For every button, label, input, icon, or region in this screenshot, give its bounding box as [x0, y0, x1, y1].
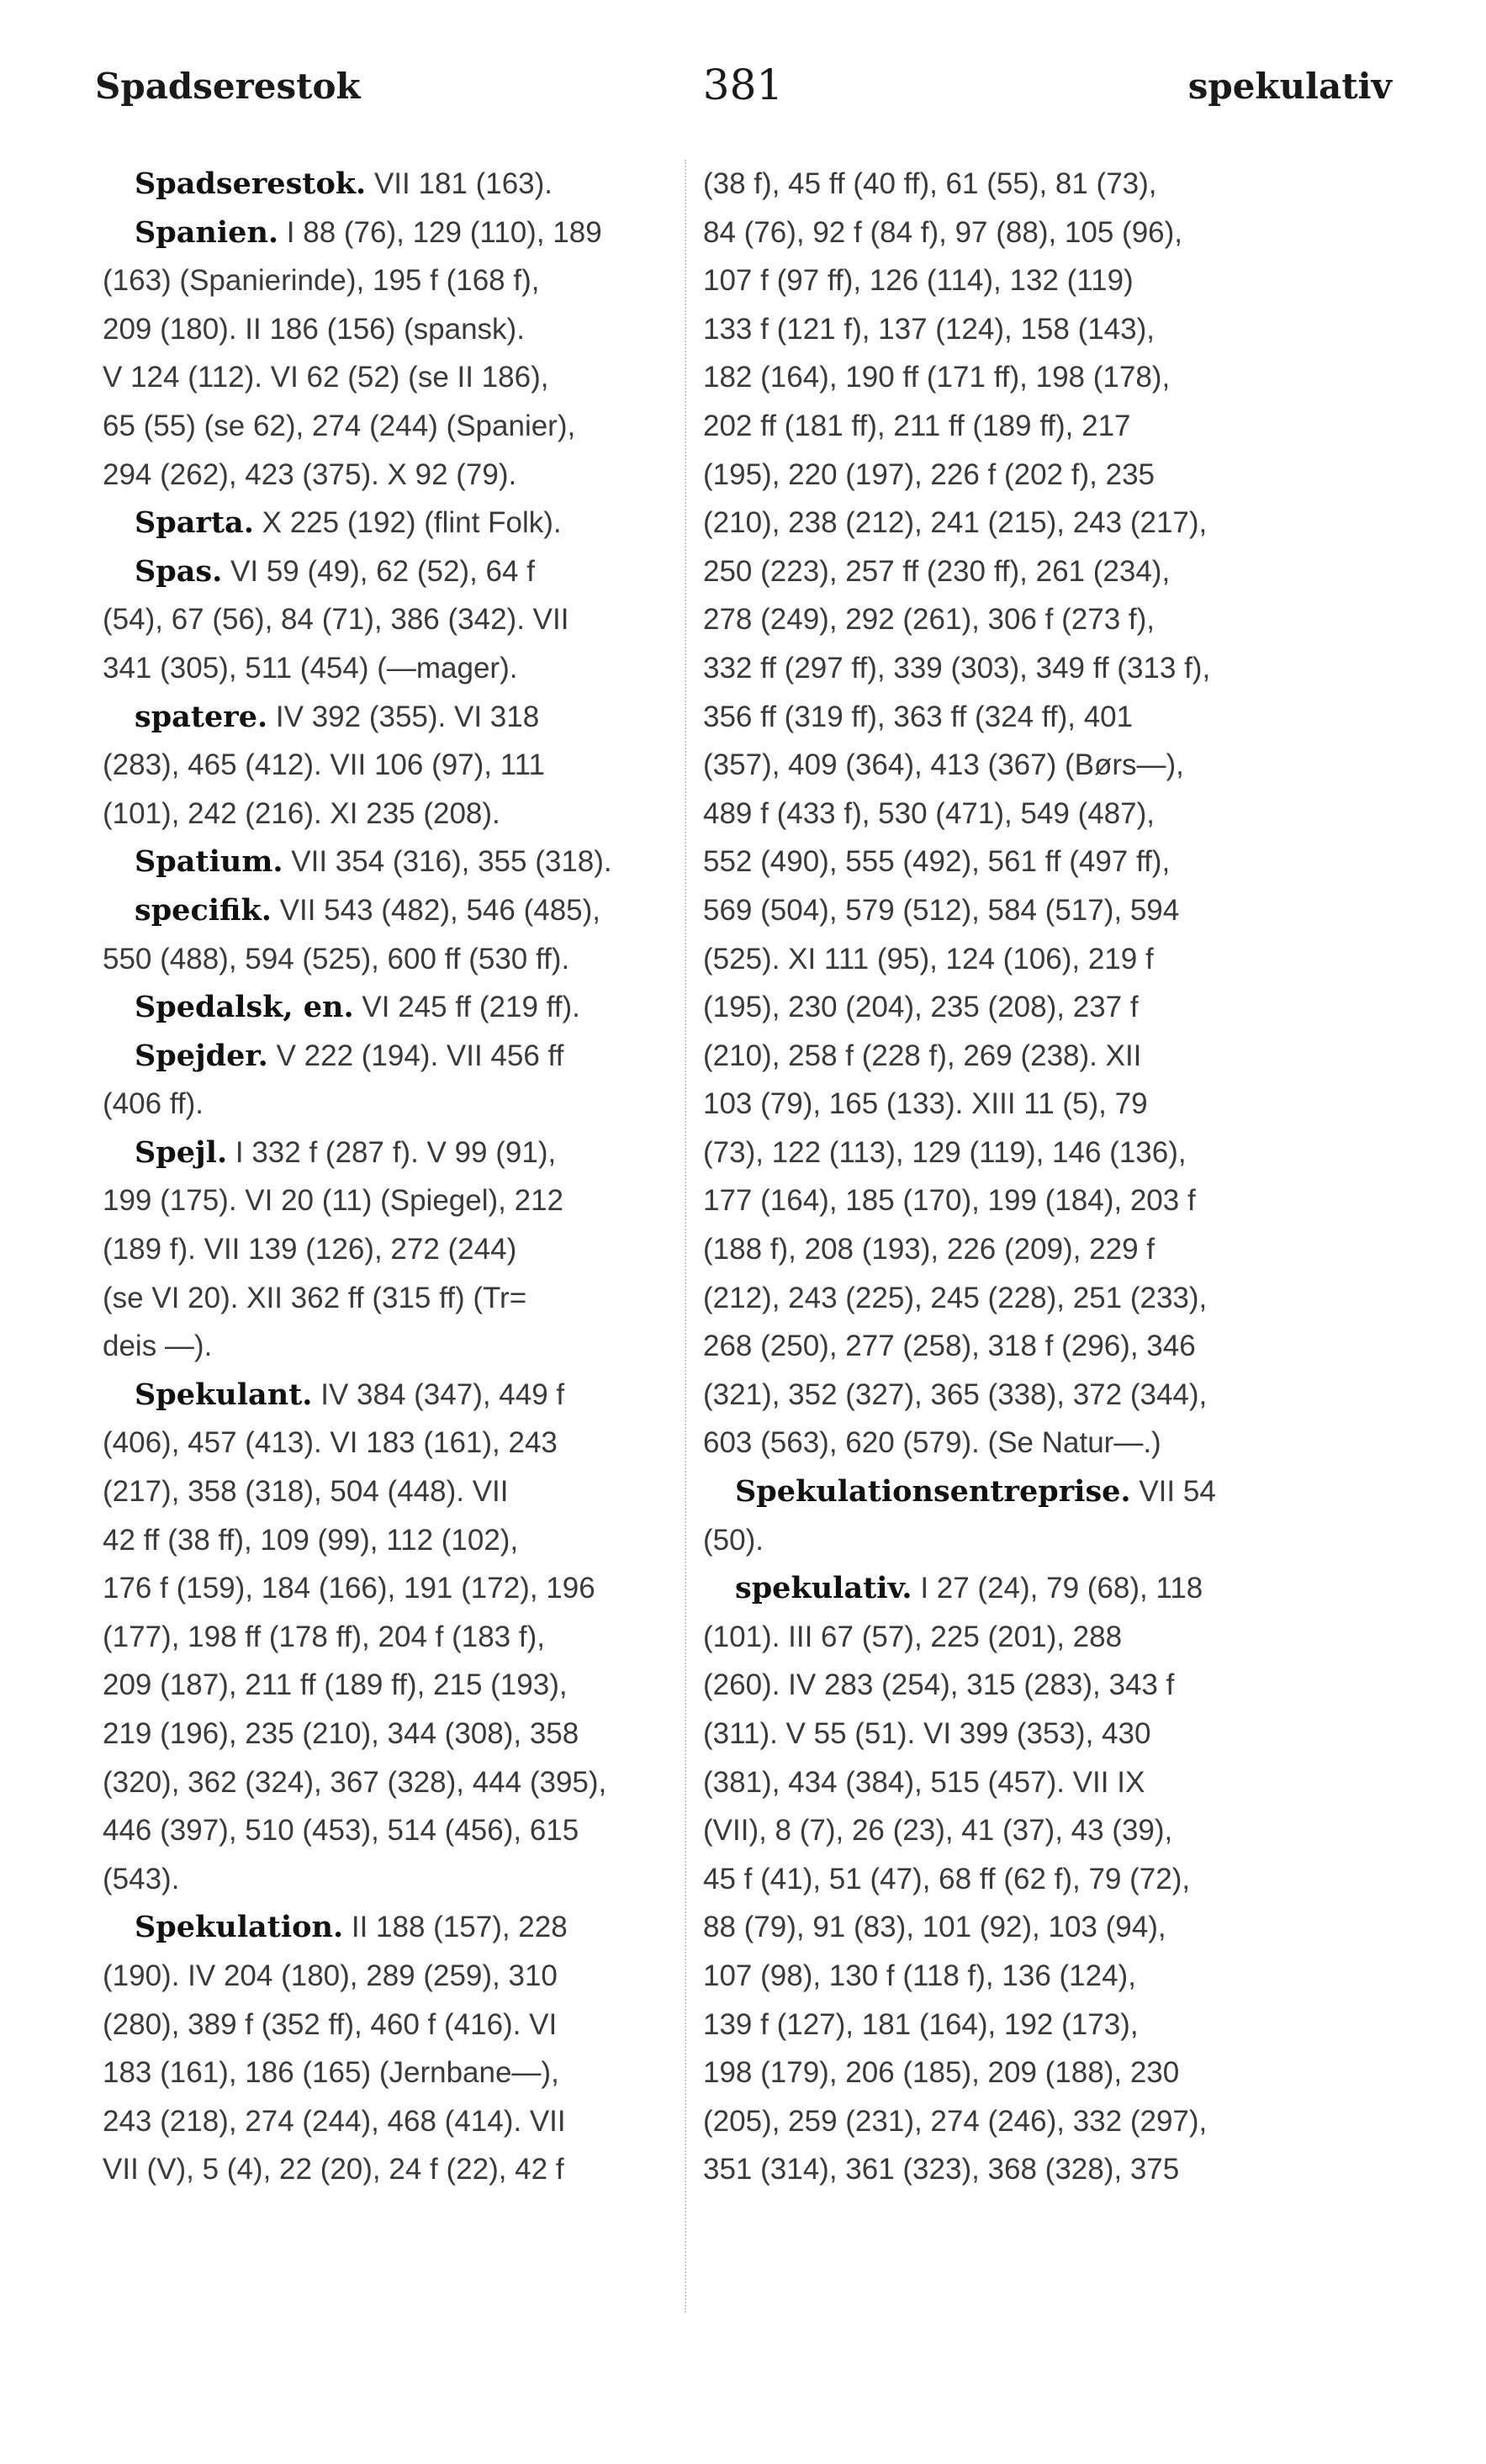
index-headword: Spekulant. [135, 1377, 313, 1412]
index-references: 209 (187), 211 ff (189 ff), 215 (193), [103, 1668, 568, 1702]
index-references: VII 181 (163). [366, 167, 553, 200]
index-references: 356 ff (319 ff), 363 ff (324 ff), 401 [703, 700, 1134, 733]
index-line [103, 353, 708, 402]
index-references: I 332 f (287 f). V 99 (91), [227, 1135, 557, 1169]
index-line [103, 693, 708, 742]
index-line [703, 1806, 1309, 1855]
index-line [703, 644, 1309, 693]
index-line [103, 2145, 708, 2194]
index-references: X 225 (192) (flint Folk). [253, 506, 562, 540]
index-line [103, 1661, 708, 1710]
index-line [103, 790, 708, 838]
index-references: 139 f (127), 181 (164), 192 (173), [703, 2007, 1139, 2041]
index-line [103, 1613, 708, 1662]
index-line [703, 209, 1309, 257]
index-references: 103 (79), 165 (133). XIII 11 (5), 79 [703, 1087, 1148, 1121]
index-references: (se VI 20). XII 362 ff (315 ff) (Tr= [103, 1281, 527, 1314]
index-line [103, 1322, 708, 1371]
left-column [103, 160, 708, 2194]
right-column [703, 160, 1309, 2194]
index-line [703, 160, 1309, 209]
index-line [103, 1419, 708, 1467]
index-references: 198 (179), 206 (185), 209 (188), 230 [703, 2056, 1180, 2090]
index-line [103, 886, 708, 935]
index-line [103, 935, 708, 984]
index-headword: Spas. [135, 553, 223, 589]
index-references: (357), 409 (364), 413 (367) (Børs—), [703, 748, 1184, 782]
index-line [703, 1032, 1309, 1081]
index-line [103, 2001, 708, 2049]
index-references: 107 (98), 130 f (118 f), 136 (124), [703, 1959, 1136, 1992]
index-references: (188 f), 208 (193), 226 (209), 229 f [703, 1233, 1155, 1266]
index-references: (280), 389 f (352 ff), 460 f (416). VI [103, 2007, 558, 2041]
index-line [103, 1080, 708, 1129]
index-headword: spekulativ. [735, 1571, 912, 1606]
index-headword: Spanien. [135, 214, 279, 250]
index-line [703, 256, 1309, 305]
index-references: 107 f (97 ff), 126 (114), 132 (119) [703, 264, 1134, 298]
index-references: (38 f), 45 ff (40 ff), 61 (55), 81 (73), [703, 167, 1157, 200]
index-line [703, 451, 1309, 500]
index-references: 552 (490), 555 (492), 561 ff (497 ff), [703, 845, 1171, 879]
index-references: deis —). [103, 1330, 213, 1363]
index-references: 332 ff (297 ff), 339 (303), 349 ff (313 f), [703, 651, 1211, 685]
index-line [103, 1806, 708, 1855]
index-line [703, 838, 1309, 886]
index-references: (177), 198 ff (178 ff), 204 f (183 f), [103, 1620, 545, 1653]
index-line [103, 1467, 708, 1516]
index-references: VII (V), 5 (4), 22 (20), 24 f (22), 42 f [103, 2153, 564, 2186]
index-line [103, 1032, 708, 1081]
index-headword: Spejder. [135, 1038, 268, 1073]
index-references: (210), 258 f (228 f), 269 (238). XII [703, 1039, 1142, 1072]
index-references: 603 (563), 620 (579). (Se Natur—.) [703, 1426, 1161, 1460]
index-line [103, 1710, 708, 1758]
index-references: 569 (504), 579 (512), 584 (517), 594 [703, 893, 1180, 927]
index-line [703, 1274, 1309, 1323]
index-references: (381), 434 (384), 515 (457). VII IX [703, 1765, 1145, 1799]
index-line [103, 402, 708, 451]
index-headword: Spatium. [135, 844, 283, 880]
index-line [703, 1419, 1309, 1467]
index-headword: Spejl. [135, 1134, 228, 1170]
index-line [703, 693, 1309, 742]
index-line [703, 305, 1309, 354]
index-references: (543). [103, 1862, 180, 1896]
index-references: 209 (180). II 186 (156) (spansk). [103, 312, 525, 346]
running-head-left: Spadserestok [95, 66, 361, 107]
index-references: (311). V 55 (51). VI 399 (353), 430 [703, 1717, 1151, 1750]
index-references: 65 (55) (se 62), 274 (244) (Spanier), [103, 409, 576, 442]
index-line [103, 160, 708, 209]
index-line [103, 1516, 708, 1565]
index-line [703, 1564, 1309, 1613]
index-headword: Spekulationsentreprise. [735, 1474, 1131, 1510]
index-line [703, 790, 1309, 838]
index-references: 550 (488), 594 (525), 600 ff (530 ff). [103, 942, 570, 976]
index-line [703, 1371, 1309, 1420]
index-references: VI 59 (49), 62 (52), 64 f [222, 554, 535, 588]
index-line [103, 595, 708, 644]
index-line [103, 1758, 708, 1807]
index-references: (54), 67 (56), 84 (71), 386 (342). VII [103, 603, 569, 637]
index-headword: specifik. [135, 892, 272, 928]
index-references: (73), 122 (113), 129 (119), 146 (136), [703, 1135, 1187, 1169]
index-line [703, 547, 1309, 596]
index-references: IV 392 (355). VI 318 [267, 700, 540, 733]
index-line [103, 1564, 708, 1613]
index-line [703, 1952, 1309, 2001]
index-line [103, 1371, 708, 1420]
index-line [103, 644, 708, 693]
index-references: I 27 (24), 79 (68), 118 [912, 1572, 1203, 1605]
index-references: (189 f). VII 139 (126), 272 (244) [103, 1233, 517, 1266]
index-references: 42 ff (38 ff), 109 (99), 112 (102), [103, 1523, 519, 1557]
index-line [103, 256, 708, 305]
index-line [703, 983, 1309, 1032]
index-references: (320), 362 (324), 367 (328), 444 (395), [103, 1765, 607, 1799]
index-line [103, 1903, 708, 1952]
column-divider [685, 160, 686, 2313]
index-line [703, 741, 1309, 790]
index-references: 177 (164), 185 (170), 199 (184), 203 f [703, 1184, 1196, 1218]
index-line [703, 1710, 1309, 1758]
index-references: 446 (397), 510 (453), 514 (456), 615 [103, 1814, 579, 1848]
index-references: (190). IV 204 (180), 289 (259), 310 [103, 1959, 558, 1992]
index-line [703, 402, 1309, 451]
index-references: I 88 (76), 129 (110), 189 [278, 215, 602, 249]
index-line [103, 209, 708, 257]
index-references: 199 (175). VI 20 (11) (Spiegel), 212 [103, 1184, 564, 1218]
index-line [703, 595, 1309, 644]
index-line [103, 1274, 708, 1323]
index-line [703, 935, 1309, 984]
index-line [103, 741, 708, 790]
running-head-right: spekulativ [1187, 66, 1392, 107]
index-references: 133 f (121 f), 137 (124), 158 (143), [703, 312, 1155, 346]
index-references: 219 (196), 235 (210), 344 (308), 358 [103, 1717, 579, 1750]
index-references: (406 ff). [103, 1087, 204, 1121]
index-line [703, 2049, 1309, 2097]
index-line [703, 1322, 1309, 1371]
index-references: (212), 243 (225), 245 (228), 251 (233), [703, 1281, 1208, 1314]
index-references: (217), 358 (318), 504 (448). VII [103, 1475, 509, 1509]
index-line [703, 1080, 1309, 1129]
index-headword: Sparta. [135, 505, 254, 541]
index-references: 489 f (433 f), 530 (471), 549 (487), [703, 796, 1155, 830]
index-headword: Spekulation. [135, 1910, 344, 1945]
index-line [103, 1225, 708, 1274]
index-references: 351 (314), 361 (323), 368 (328), 375 [703, 2153, 1180, 2186]
index-line [103, 1855, 708, 1904]
index-line [103, 305, 708, 354]
index-references: 176 f (159), 184 (166), 191 (172), 196 [103, 1572, 595, 1605]
index-line [703, 1176, 1309, 1225]
index-references: (321), 352 (327), 365 (338), 372 (344), [703, 1377, 1208, 1411]
index-line [703, 1758, 1309, 1807]
index-line [103, 451, 708, 500]
index-references: 278 (249), 292 (261), 306 f (273 f), [703, 603, 1155, 637]
index-references: (406), 457 (413). VI 183 (161), 243 [103, 1426, 558, 1460]
index-line [703, 1467, 1309, 1516]
index-references: VI 245 ff (219 ff). [353, 991, 580, 1024]
index-references: 45 f (41), 51 (47), 68 ff (62 f), 79 (72), [703, 1862, 1191, 1896]
index-references: VII 354 (316), 355 (318). [283, 845, 612, 879]
index-references: 84 (76), 92 f (84 f), 97 (88), 105 (96), [703, 215, 1183, 249]
index-line [703, 1661, 1309, 1710]
index-line [703, 499, 1309, 547]
index-references: 250 (223), 257 ff (230 ff), 261 (234), [703, 554, 1171, 588]
index-line [103, 1129, 708, 1177]
index-line [703, 1225, 1309, 1274]
index-references: IV 384 (347), 449 f [312, 1377, 565, 1411]
index-references: (195), 230 (204), 235 (208), 237 f [703, 991, 1139, 1024]
index-references: (163) (Spanierinde), 195 f (168 f), [103, 264, 540, 298]
index-line [103, 547, 708, 596]
index-references: 341 (305), 511 (454) (—mager). [103, 651, 518, 685]
index-references: (195), 220 (197), 226 f (202 f), 235 [703, 457, 1155, 491]
index-references: (210), 238 (212), 241 (215), 243 (217), [703, 506, 1208, 540]
index-references: 243 (218), 274 (244), 468 (414). VII [103, 2104, 566, 2138]
index-line [703, 886, 1309, 935]
index-references: VII 543 (482), 546 (485), [271, 893, 601, 927]
index-references: 268 (250), 277 (258), 318 f (296), 346 [703, 1330, 1196, 1363]
index-references: (283), 465 (412). VII 106 (97), 111 [103, 748, 545, 782]
index-headword: Spedalsk, en. [135, 990, 354, 1025]
index-line [103, 2049, 708, 2097]
index-references: V 222 (194). VII 456 ff [267, 1039, 564, 1072]
index-references: (VII), 8 (7), 26 (23), 41 (37), 43 (39), [703, 1814, 1173, 1848]
index-references: 294 (262), 423 (375). X 92 (79). [103, 457, 517, 491]
index-references: (101). III 67 (57), 225 (201), 288 [703, 1620, 1123, 1653]
index-line [103, 1176, 708, 1225]
index-line [703, 1129, 1309, 1177]
index-references: 183 (161), 186 (165) (Jernbane—), [103, 2056, 559, 2090]
index-line [703, 2145, 1309, 2194]
index-line [703, 2097, 1309, 2146]
index-line [103, 1952, 708, 2001]
index-references: (50). [703, 1523, 764, 1557]
index-references: II 188 (157), 228 [343, 1911, 568, 1944]
index-line [703, 1516, 1309, 1565]
index-line [103, 838, 708, 886]
index-line [703, 353, 1309, 402]
index-line [103, 499, 708, 547]
index-line [703, 1855, 1309, 1904]
index-headword: Spadserestok. [135, 167, 367, 201]
index-line [703, 1903, 1309, 1952]
index-line [703, 2001, 1309, 2049]
index-references: 88 (79), 91 (83), 101 (92), 103 (94), [703, 1911, 1166, 1944]
index-references: 182 (164), 190 ff (171 ff), 198 (178), [703, 361, 1171, 394]
index-line [703, 1613, 1309, 1662]
index-references: (260). IV 283 (254), 315 (283), 343 f [703, 1668, 1175, 1702]
index-references: V 124 (112). VI 62 (52) (se II 186), [103, 361, 549, 394]
page-number: 381 [702, 61, 784, 109]
index-references: (205), 259 (231), 274 (246), 332 (297), [703, 2104, 1208, 2138]
index-references: 202 ff (181 ff), 211 ff (189 ff), 217 [703, 409, 1131, 442]
index-line [103, 2097, 708, 2146]
index-references: VII 54 [1130, 1475, 1216, 1509]
index-references: (101), 242 (216). XI 235 (208). [103, 796, 500, 830]
index-headword: spatere. [135, 699, 268, 734]
index-references: (525). XI 111 (95), 124 (106), 219 f [703, 942, 1154, 976]
index-line [103, 983, 708, 1032]
